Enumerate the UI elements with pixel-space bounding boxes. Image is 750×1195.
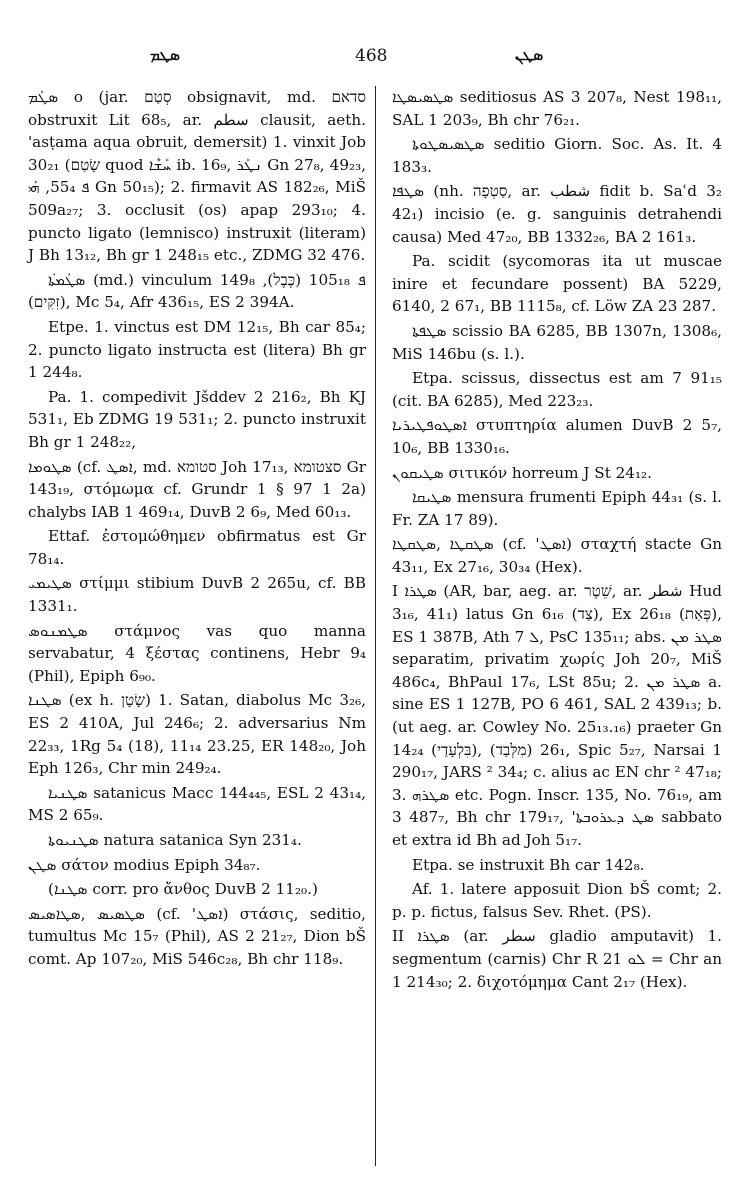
column-divider (375, 86, 376, 1166)
entry-pa-scidit: Pa. scidit (sycomoras ita ut muscae inire et fecundare possent) BA 5229, 6140, 2 67₁, BB 1115₈, cf. Löw ZA 23 287. (392, 252, 722, 316)
entry-stafta: ܣܛܦܬܐ scissio BA 6285, BB 1307n, 1308₆, MiS 146bu (s. l.). (392, 321, 722, 363)
entry-stimmi: ܣܛܝܡܝ στίμμι stibium DuvB 2 265u, cf. BB 1331₁. (28, 574, 366, 616)
left-column (28, 86, 366, 973)
entry-stakte: ܣܛܩܛܐ ,ܣܛܩܛܐ (cf. 'ܐܣܛ) σταχτή stacte Gn 43₁₁, Ex 27₁₆, 30₃₄ (Hex). (392, 535, 722, 576)
entry-stasis: ܣܛܣܝܣ ,ܣܛܐܣܝܣ (cf. 'ܐܣܛ) στάσις, seditio, tumultus Mc 15₇ (Phil), AS 2 21₂₇, Dion bŠ comt. Ap 107₂₀, MiS 546c₂₈, Bh chr 118₉. (28, 904, 367, 968)
header-right-word: ܣܛܢ (515, 46, 544, 64)
page-number: 468 (355, 46, 388, 66)
entry-stasistuta: ܣܛܣܝܣܛܘܬܐ seditio Giorn. Soc. As. It. 4 183₃. (392, 135, 722, 176)
entry-sitikon: ܣܛܝܩܘܢ σιτικόν horreum J St 24₁₂. (392, 463, 652, 482)
entry-pa: Pa. 1. compedivit Jšddev 2 216₂, Bh KJ 531₁, Eb ZDMG 19 531₁; 2. puncto instruxit Bh gr 1 248₂₂, (28, 387, 366, 451)
entry-af: Af. 1. latere apposuit Dion bŠ comt; 2. p. p. fictus, falsus Sev. Rhet. (PS). (392, 880, 722, 921)
entry-etpe: Etpe. 1. vinctus est DM 12₁₅, Bh car 85₄; 2. puncto ligato instructa est (litera) Bh gr 1 244₈. (28, 317, 366, 382)
entry-sətra-1: I ܣܛܪܐ (AR, bar, aeg. ar. שֵׁטֶר, ar. شطر Hud 3₁₆, 41₁) latus Gn 6₁₆ (צַד), Ex 26₁₈ (פְּאַת), ES 1 387B, Ath ܠ 7, PsC 135₁₁; abs. ܣܛܪ ܡܢ separatim, privatim χωρίς Joh 20₇, MiŠ 486c₄, BhPaul 17₆, LSt 85u; 2. ܣܛܪ ܡܢ a. sine ES 1 127B, PO 6 461, SAL 2 439₁₃; b. (ut aeg. ar. Cowley No. 25₁₃.₁₆) praeter Gn 14₂₄ (בִּלְעָדַי), 26₁ (מִלְּבַד), Spic 5₂₇, Narsai 1 290₁₇, JARS ² 34₄; c. alius ac EN chr ² 47₁₈; 3. ܣܛܪܗ etc. Pogn. Inscr. 135, No. 76₁₉, am 3 487₇, Bh chr 179₁₇, 'ܣܛ ܕܥܪܘܒܬܐ sabbato et extra id Bh ad Joh 5₁₇. (392, 582, 723, 849)
entry-stiqa: ܣܛܝܩܐ mensura frumenti Epiph 44₃₁ (s. l. Fr. ZA 17 89). (392, 488, 722, 529)
entry-satanaya: ܣܛܢܝܐ satanicus Macc 144₄₄₅, ESL 2 43₁₄, MS 2 65₉. (28, 783, 366, 825)
right-column (392, 86, 722, 995)
entry-corr: (ܣܛܢܐ corr. pro ἄνθος DuvB 2 11₂₀.) (48, 880, 318, 899)
header-left-word: ܣܛܡ (150, 46, 180, 64)
entry-saton: ܣܛܢ σάτον modius Epiph 34₈₇. (28, 855, 261, 874)
entry-stoma: ܣܛܘܡܐ (cf. ܐܣܛ, md. סטומא Joh 17₁₃, סצטומא Gr 143₁₉, στόμωμα cf. Grundr 1 § 97 1 2a) chalybs IAB 1 469₁₄, DuvB 2 6₉, Med 60₁₃. (28, 457, 367, 521)
entry-stasista: ܣܛܣܝܣܛܐ seditiosus AS 3 207₈, Nest 198₁₁, SAL 1 203₉, Bh chr 76₂₁. (392, 88, 722, 129)
entry-stamnos: ܣܛܡܢܘܣ στάμνος vas quo manna servabatur, 4 ξέστας continens, Hebr 9₄ (Phil), Epiph 6₉₀. (28, 621, 366, 685)
page-header (0, 46, 750, 70)
entry-sətra-2: II ܣܛܪܐ (ar. سطر gladio amputavit) 1. segmentum (carnis) Chr R ܠܘ 21 = Chr an 1 214₃₀; 2. διχοτόμημα Cant 2₁₇ (Hex). (392, 927, 722, 991)
entry-etpa-scissus: Etpa. scissus, dissectus est am 7 91₁₅ (cit. BA 6285), Med 223₂₃. (392, 369, 722, 410)
entry-etpa-instruxit: Etpa. se instruxit Bh car 142₈. (412, 855, 645, 874)
entry-stamta: ܣܛܳܡܬܳܐ (md.) vinculum ܦ 105₁₈ (כֶּבֶל), 149₈ (זִקִּים), Mc 5₄, Afr 436₁₅, ES 2 394A. (28, 270, 366, 312)
entry-stypteria: ܐܣܛܘܦܛܝܪܝܐ στυπτηρία alumen DuvB 2 5₇, 10₆, BB 1330₁₆. (392, 416, 722, 457)
entry-satana: ܣܛܢܐ (ex h. שָׂטָן) 1. Satan, diabolus Mc 3₂₆, ES 2 410A, Jul 246₆; 2. adversarius Nm 22₃₃, 1Rg 5₄ (18), 11₁₄ 23.25, ER 148₂₀, Joh Eph 126₃, Chr min 249₂₄. (28, 691, 366, 778)
entry-stafa: ܣܛܦܐ (nh. סַטְפָה, ar. شطب fidit b. Saʿd 3₂ 42₁) incisio (e. g. sanguinis detrahendi causa) Med 47₂₀, BB 1332₂₆, BA 2 161₃. (392, 182, 722, 246)
entry-satanayuta: ܣܛܢܝܘܬܐ natura satanica Syn 231₄. (48, 831, 302, 849)
entry-stam: ܣܛܰܡ o (jar. סְטַם obsignavit, md. סדאם obstruxit Lit 68₅, ar. سطم clausit, aeth. 'asṭama aqua obruit, demersit) 1. vinxit Job 30₂₁ (שָׂטַם quod ܚܰܫܶܐ ib. 16₉, ܢܛܰܪ Gn 27₈, 49₂₃, ܦ 55₄, ܗܰܝ Gn 50₁₅); 2. firmavit AS 182₂₆, MiŠ 509a₂₇; 3. occlusit (os) apap 293₁₀; 4. puncto ligato (lemnisco) instruxit (literam) J Bh 13₁₂, Bh gr 1 248₁₅ etc., ZDMG 32 476. (28, 88, 367, 265)
entry-ettaf: Ettaf. ἐστομώθημεν obfirmatus est Gr 78₁₄. (28, 527, 366, 568)
